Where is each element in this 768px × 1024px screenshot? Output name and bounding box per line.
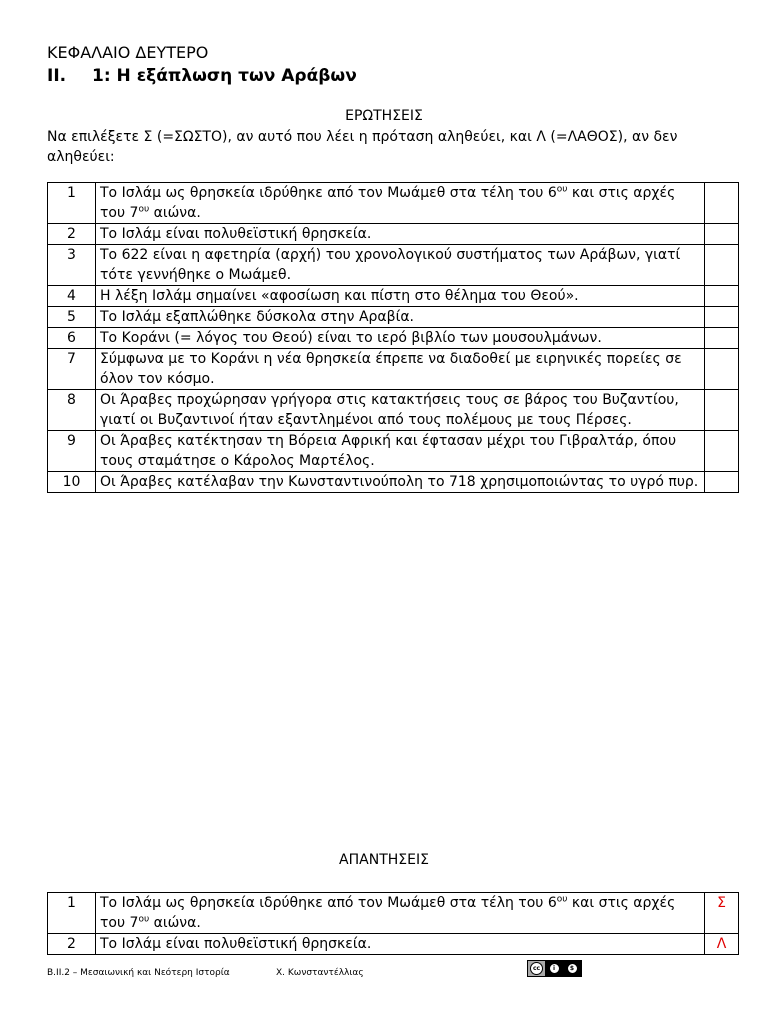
table-row [48,390,739,431]
question-number: 2 [48,224,96,245]
answer-cell[interactable] [705,431,739,472]
answer-cell[interactable] [705,224,739,245]
answer-cell[interactable] [705,390,739,431]
question-number: 8 [48,390,96,431]
question-text: Το Ισλάμ είναι πολυθεϊστική θρησκεία. [96,224,705,245]
question-text: Οι Άραβες κατέλαβαν την Κωνσταντινούπολη το 718 χρησιμοποιώντας το υγρό πυρ. [96,472,705,493]
question-number: 3 [48,245,96,286]
table-row [48,183,739,224]
answer-question-text: Το Ισλάμ ως θρησκεία ιδρύθηκε από τον Μωάμεθ στα τέλη του $6^{o\upsilon}$ και στις αρχές του $7^{o\upsilon}$ αιώνα. [96,893,705,934]
section-title-text: 1: Η εξάπλωση των Αράβων [92,66,357,86]
answer-number: 1 [48,893,96,934]
question-text: Οι Άραβες προχώρησαν γρήγορα στις κατακτήσεις τους σε βάρος του Βυζαντίου, γιατί οι Βυζαντινοί ήταν εξαντλημένοι από τους πολέμους με τους Πέρσες. [96,390,705,431]
answer-cell[interactable] [705,472,739,493]
answer-cell[interactable] [705,245,739,286]
answer-cell[interactable] [705,349,739,390]
answers-heading: ΑΠΑΝΤΗΣΕΙΣ [339,852,429,868]
table-row [48,245,739,286]
question-text: Η λέξη Ισλάμ σημαίνει «αφοσίωση και πίστη στο θέλημα του Θεού». [96,286,705,307]
table-row [48,893,739,934]
table-row [48,307,739,328]
question-number: 10 [48,472,96,493]
table-row [48,472,739,493]
section-title [47,66,357,86]
question-text: Το 622 είναι η αφετηρία (αρχή) του χρονολογικού συστήματος των Αράβων, γιατί τότε γεννήθηκε ο Μωάμεθ. [96,245,705,286]
table-row [48,431,739,472]
nc-icon: $ [567,963,578,974]
license-strip [545,961,581,976]
answer-cell[interactable] [705,307,739,328]
question-number: 6 [48,328,96,349]
question-number: 1 [48,183,96,224]
question-text: Το Κοράνι (= λόγος του Θεού) είναι το ιερό βιβλίο των μουσουλμάνων. [96,328,705,349]
question-text: Το Ισλάμ ως θρησκεία ιδρύθηκε από τον Μωάμεθ στα τέλη του $6^{o\upsilon}$ και στις αρχές του $7^{o\upsilon}$ αιώνα. [96,183,705,224]
table-row [48,934,739,955]
question-text: Το Ισλάμ εξαπλώθηκε δύσκολα στην Αραβία. [96,307,705,328]
answer-question-text: Το Ισλάμ είναι πολυθεϊστική θρησκεία. [96,934,705,955]
answer-cell[interactable] [705,328,739,349]
answers-table [47,892,739,955]
answer-value: Λ [705,934,739,955]
answer-cell[interactable] [705,183,739,224]
section-roman: II. [47,66,67,86]
question-number: 9 [48,431,96,472]
table-row [48,224,739,245]
table-row [48,328,739,349]
cc-by-nc-badge-icon[interactable] [527,960,582,977]
table-row [48,286,739,307]
question-text: Οι Άραβες κατέκτησαν τη Βόρεια Αφρική και έφτασαν μέχρι του Γιβραλτάρ, όπου τους σταμάτησε ο Κάρολος Μαρτέλος. [96,431,705,472]
questions-table [47,182,739,493]
question-number: 4 [48,286,96,307]
chapter-heading: ΚΕΦΑΛΑΙΟ ΔΕΥΤΕΡΟ [47,43,209,62]
questions-heading: ΕΡΩΤΗΣΕΙΣ [345,108,423,124]
answer-value: Σ [705,893,739,934]
question-number: 7 [48,349,96,390]
footer-author: Χ. Κωνσταντέλλιας [276,968,364,978]
footer-course: Β.ΙΙ.2 – Μεσαιωνική και Νεότερη Ιστορία [47,968,230,978]
by-icon: i [549,963,560,974]
instructions-text: Να επιλέξετε Σ (=ΣΩΣΤΟ), αν αυτό που λέει η πρόταση αληθεύει, και Λ (=ΛΑΘΟΣ), αν δεν αληθεύει: [47,129,678,165]
answer-cell[interactable] [705,286,739,307]
table-row [48,349,739,390]
cc-icon: cc [530,962,543,975]
question-text: Σύμφωνα με το Κοράνι η νέα θρησκεία έπρεπε να διαδοθεί με ειρηνικές πορείες σε όλον τον κόσμο. [96,349,705,390]
question-number: 5 [48,307,96,328]
answer-number: 2 [48,934,96,955]
